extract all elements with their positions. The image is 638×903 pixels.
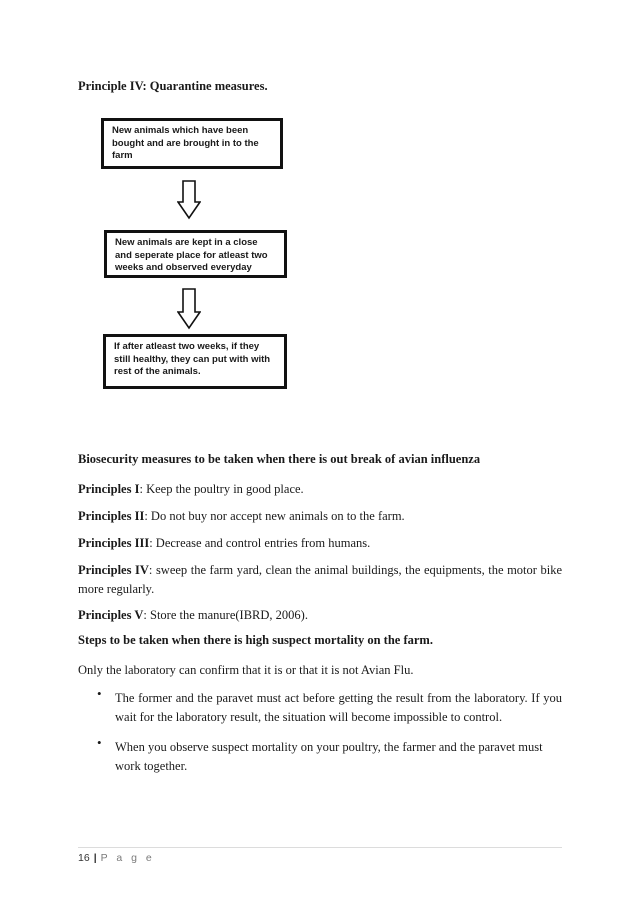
bullet-item: The former and the paravet must act before getting the result from the laboratory. If you wait for the laboratory result, the situation will become impossible to control.	[115, 691, 562, 724]
bullet-icon: •	[97, 735, 102, 750]
principle-label: Principles V	[78, 608, 144, 622]
principle-label: Principles IV	[78, 563, 149, 577]
flow-box-2: New animals are kept in a close and seperate place for atleast two weeks and observed everyday	[104, 230, 287, 278]
principle-label: Principles II	[78, 509, 145, 523]
principle-text: : Store the manure(IBRD, 2006).	[143, 608, 308, 622]
section-heading: Biosecurity measures to be taken when there is out break of avian influenza	[78, 452, 481, 466]
footer-rule	[78, 847, 562, 848]
down-arrow-icon	[177, 180, 201, 220]
down-arrow-icon	[177, 288, 201, 330]
intro-text: Only the laboratory can confirm that it is or that it is not Avian Flu.	[78, 663, 414, 677]
flow-box-1: New animals which have been bought and are brought in to the farm	[101, 118, 283, 169]
principle-text: : sweep the farm yard, clean the animal buildings, the equipments, the motor bike more regularly.	[78, 563, 563, 596]
bullet-item: When you observe suspect mortality on your poultry, the farmer and the paravet must work together.	[115, 740, 543, 773]
principle-text: : Decrease and control entries from humans.	[149, 536, 371, 550]
page-title: Principle IV: Quarantine measures.	[78, 79, 268, 93]
principle-text: : Do not buy nor accept new animals on to the farm.	[144, 509, 405, 523]
footer	[78, 852, 155, 864]
principle-label: Principles III	[78, 536, 150, 550]
principle-5	[78, 606, 562, 625]
principle-4	[78, 561, 562, 599]
page-label: P a g e	[100, 852, 155, 864]
bullet-icon: •	[97, 686, 102, 701]
principle-2	[78, 507, 562, 526]
footer-separator: |	[93, 852, 97, 864]
principle-text: : Keep the poultry in good place.	[139, 482, 304, 496]
principle-label: Principles I	[78, 482, 140, 496]
steps-heading: Steps to be taken when there is high suspect mortality on the farm.	[78, 633, 433, 647]
principle-3	[78, 534, 562, 553]
page-number: 16	[78, 852, 90, 864]
flow-box-3: If after atleast two weeks, if they still healthy, they can put with with rest of the animals.	[103, 334, 287, 389]
principle-1	[78, 480, 562, 499]
